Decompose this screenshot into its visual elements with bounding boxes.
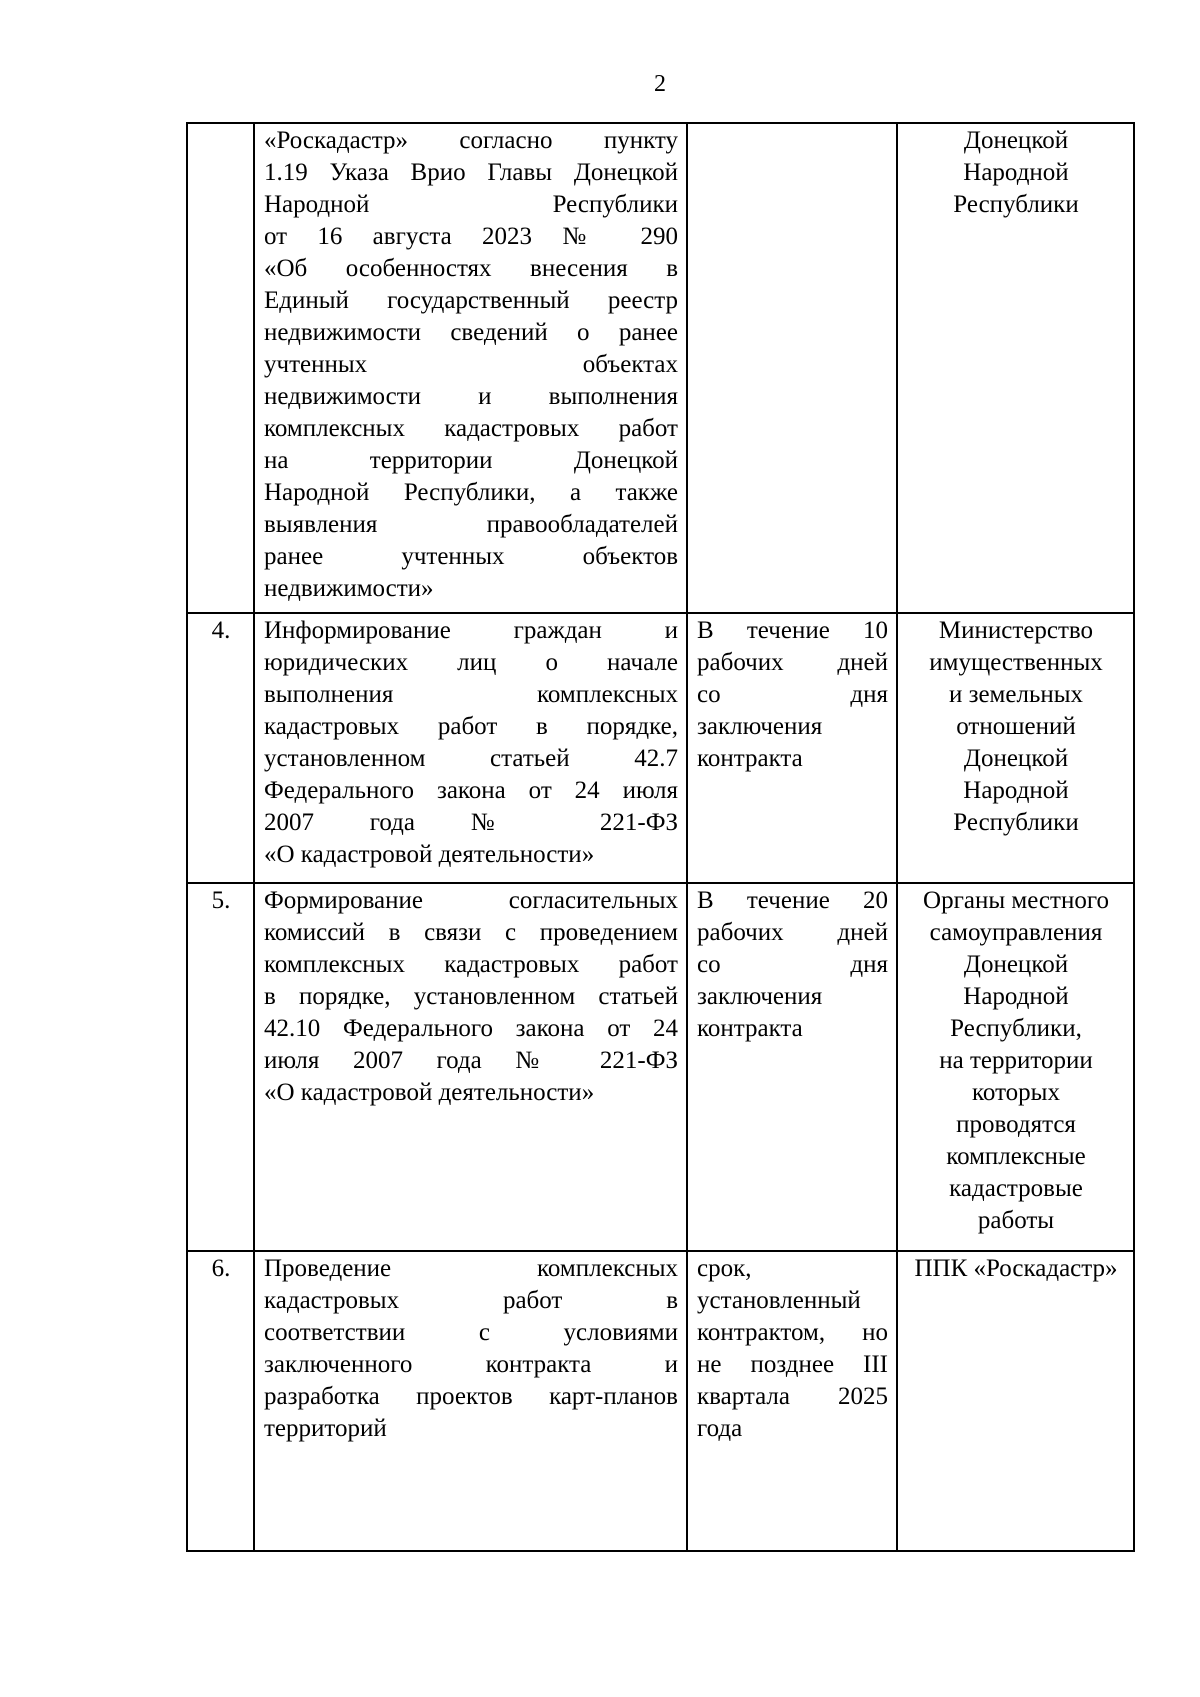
responsible-party-cell-line: самоуправления	[929, 919, 1103, 946]
deadline-cell-line: квартала 2025	[697, 1383, 888, 1410]
deadline-cell-line: рабочих дней	[697, 919, 888, 946]
activity-description-cell-line: Народной Республики, а также	[264, 479, 678, 506]
deadline-cell-line: со дня	[697, 951, 888, 978]
deadline-cell	[687, 883, 897, 1251]
responsible-party-cell-line: Органы местного	[923, 887, 1109, 914]
activity-description-cell	[254, 1251, 687, 1551]
activity-description-cell-line: 1.19 Указа Врио Главы Донецкой	[264, 159, 678, 186]
activity-description-cell-line: ранее учтенных объектов	[264, 543, 678, 570]
deadline-cell-line: установленный	[697, 1287, 861, 1314]
responsible-party-cell-line: Республики	[953, 809, 1079, 836]
responsible-party-cell-line: комплексные	[946, 1143, 1086, 1170]
table-row	[187, 1251, 1134, 1551]
activity-description-cell-line: комплексных кадастровых работ	[264, 415, 678, 442]
activity-description-cell-line: соответствии с условиями	[264, 1319, 678, 1346]
responsible-party-cell	[897, 123, 1134, 613]
activity-description-cell-line: разработка проектов карт-планов	[264, 1383, 678, 1410]
activity-description-cell-line: на территории Донецкой	[264, 447, 678, 474]
activity-description-cell-line: Единый государственный реестр	[264, 287, 678, 314]
responsible-party-cell-line: на территории	[939, 1047, 1093, 1074]
responsible-party-cell-line: и земельных	[948, 681, 1084, 708]
responsible-party-cell	[897, 613, 1134, 883]
deadline-cell-line: заключения	[697, 983, 823, 1010]
row-number-cell: 5.	[187, 883, 254, 1251]
deadline-cell-line: В течение 10	[697, 617, 888, 644]
responsible-party-cell-line: Республики	[953, 191, 1079, 218]
activity-description-cell-line: Формирование согласительных	[264, 887, 678, 914]
responsible-party-cell-line: Народной	[963, 159, 1069, 186]
activity-description-cell-line: юридических лиц о начале	[264, 649, 678, 676]
activity-description-cell-line: кадастровых работ в порядке,	[264, 713, 678, 740]
activity-description-cell-line: кадастровых работ в	[264, 1287, 678, 1314]
responsible-party-cell-line: отношений	[956, 713, 1076, 740]
responsible-party-cell-line: Донецкой	[963, 951, 1069, 978]
row-number-cell: 6.	[187, 1251, 254, 1551]
deadline-cell-line: контракта	[697, 745, 803, 772]
activity-description-cell	[254, 613, 687, 883]
activity-description-cell-line: выявления правообладателей	[264, 511, 678, 538]
responsible-party-cell-line: ППК «Роскадастр»	[914, 1255, 1118, 1282]
activity-description-cell-line: «О кадастровой деятельности»	[264, 1079, 595, 1106]
activity-description-cell-line: недвижимости и выполнения	[264, 383, 678, 410]
deadline-cell-line: контракта	[697, 1015, 803, 1042]
responsible-party-cell-line: Народной	[963, 983, 1069, 1010]
activity-description-cell-line: 42.10 Федерального закона от 24	[264, 1015, 678, 1042]
deadline-cell-line: рабочих дней	[697, 649, 888, 676]
responsible-party-cell-line: Донецкой	[963, 127, 1069, 154]
activity-description-cell-line: недвижимости»	[264, 575, 434, 602]
activity-description-cell-line: выполнения комплексных	[264, 681, 678, 708]
responsible-party-cell	[897, 1251, 1134, 1551]
activity-description-cell-line: учтенных объектах	[264, 351, 678, 378]
activity-description-cell-line: от 16 августа 2023 № 290	[264, 223, 678, 250]
deadline-cell	[687, 613, 897, 883]
responsible-party-cell-line: Республики,	[950, 1015, 1082, 1042]
plan-table	[186, 122, 1135, 1552]
activity-description-cell-line: «Об особенностях внесения в	[264, 255, 678, 282]
activity-description-cell-line: «О кадастровой деятельности»	[264, 841, 595, 868]
responsible-party-cell-line: проводятся	[956, 1111, 1076, 1138]
deadline-cell-line: года	[697, 1415, 743, 1442]
responsible-party-cell	[897, 883, 1134, 1251]
activity-description-cell-line: 2007 года № 221-ФЗ	[264, 809, 678, 836]
deadline-cell	[687, 1251, 897, 1551]
activity-description-cell-line: июля 2007 года № 221-ФЗ	[264, 1047, 678, 1074]
table-row	[187, 883, 1134, 1251]
deadline-cell-line: срок,	[697, 1255, 752, 1282]
activity-description-cell-line: заключенного контракта и	[264, 1351, 678, 1378]
activity-description-cell-line: комиссий в связи с проведением	[264, 919, 678, 946]
activity-description-cell-line: Информирование граждан и	[264, 617, 678, 644]
activity-description-cell-line: Федерального закона от 24 июля	[264, 777, 678, 804]
activity-description-cell-line: Народной Республики	[264, 191, 678, 218]
table-row	[187, 613, 1134, 883]
responsible-party-cell-line: Министерство	[938, 617, 1094, 644]
deadline-cell	[687, 123, 897, 613]
deadline-cell-line: контрактом, но	[697, 1319, 888, 1346]
deadline-cell-line: В течение 20	[697, 887, 888, 914]
responsible-party-cell-line: которых	[972, 1079, 1060, 1106]
table-row	[187, 123, 1134, 613]
plan-table-body	[187, 123, 1134, 1551]
activity-description-cell-line: «Роскадастр» согласно пункту	[264, 127, 678, 154]
activity-description-cell-line: установленном статьей 42.7	[264, 745, 678, 772]
responsible-party-cell-line: Народной	[963, 777, 1069, 804]
activity-description-cell	[254, 123, 687, 613]
activity-description-cell-line: недвижимости сведений о ранее	[264, 319, 678, 346]
page-number: 2	[654, 71, 666, 97]
deadline-cell-line: не позднее III	[697, 1351, 888, 1378]
deadline-cell-line: заключения	[697, 713, 823, 740]
activity-description-cell-line: Проведение комплексных	[264, 1255, 678, 1282]
deadline-cell-line: со дня	[697, 681, 888, 708]
responsible-party-cell-line: Донецкой	[963, 745, 1069, 772]
activity-description-cell-line: территорий	[264, 1415, 387, 1442]
activity-description-cell-line: в порядке, установленном статьей	[264, 983, 678, 1010]
responsible-party-cell-line: работы	[977, 1207, 1055, 1234]
row-number-cell	[187, 123, 254, 613]
responsible-party-cell-line: имущественных	[929, 649, 1103, 676]
responsible-party-cell-line: кадастровые	[949, 1175, 1083, 1202]
row-number-cell: 4.	[187, 613, 254, 883]
activity-description-cell-line: комплексных кадастровых работ	[264, 951, 678, 978]
activity-description-cell	[254, 883, 687, 1251]
